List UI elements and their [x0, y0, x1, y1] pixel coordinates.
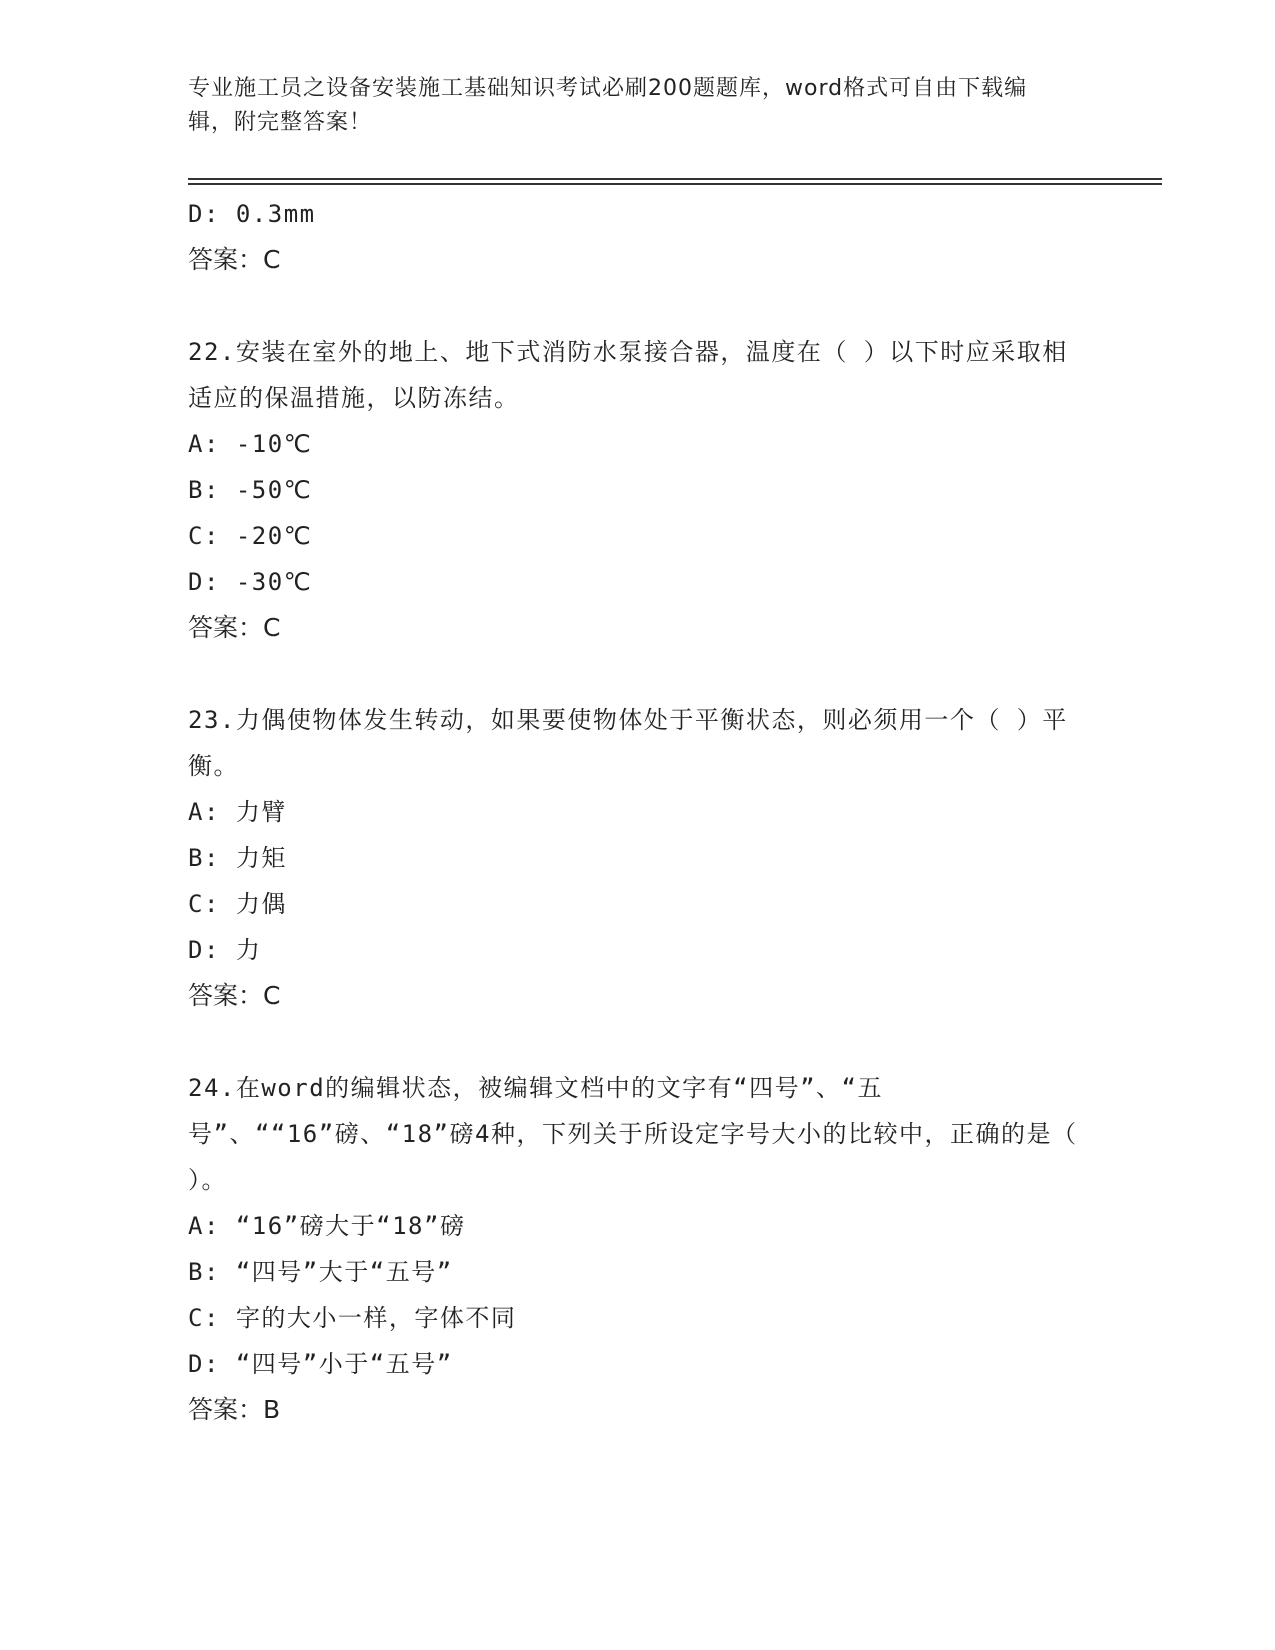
question-24	[188, 1065, 1088, 1433]
previous-question-answer: 答案：C	[188, 245, 281, 274]
option-a: A: 力臂	[188, 798, 287, 826]
option-a: A: “16”磅大于“18”磅	[188, 1212, 466, 1240]
option-d: D: “四号”小于“五号”	[188, 1350, 453, 1378]
document-header: 专业施工员之设备安装施工基础知识考试必刷200题题库，word格式可自由下载编辑，附完整答案！	[188, 76, 1028, 135]
spacer	[188, 1019, 1088, 1065]
question-stem: 24.在word的编辑状态，被编辑文档中的文字有“四号”、“五号”、““16”磅、“18”磅4种，下列关于所设定字号大小的比较中，正确的是（ ）。	[188, 1074, 1078, 1194]
option-b: B: “四号”大于“五号”	[188, 1258, 453, 1286]
question-22	[188, 329, 1088, 651]
answer: 答案：B	[188, 1395, 281, 1424]
answer: 答案：C	[188, 613, 281, 642]
option-a: A: -10℃	[188, 430, 313, 458]
spacer	[188, 283, 1088, 329]
option-c: C: 字的大小一样，字体不同	[188, 1304, 517, 1332]
option-c: C: -20℃	[188, 522, 313, 550]
question-stem: 22.安装在室外的地上、地下式消防水泵接合器，温度在（ ）以下时应采取相适应的保温措施，以防冻结。	[188, 338, 1068, 412]
question-23	[188, 697, 1088, 1019]
option-b: B: 力矩	[188, 844, 287, 872]
spacer	[188, 651, 1088, 697]
option-c: C: 力偶	[188, 890, 287, 918]
previous-question-option-d: D: 0.3mm	[188, 200, 316, 228]
option-b: B: -50℃	[188, 476, 313, 504]
question-list	[188, 191, 1088, 1433]
answer: 答案：C	[188, 981, 281, 1010]
option-d: D: 力	[188, 936, 262, 964]
header-divider-bottom	[188, 183, 1162, 185]
option-d: D: -30℃	[188, 568, 313, 596]
header-divider-top	[188, 178, 1162, 180]
question-stem: 23.力偶使物体发生转动，如果要使物体处于平衡状态，则必须用一个（ ）平衡。	[188, 706, 1068, 780]
